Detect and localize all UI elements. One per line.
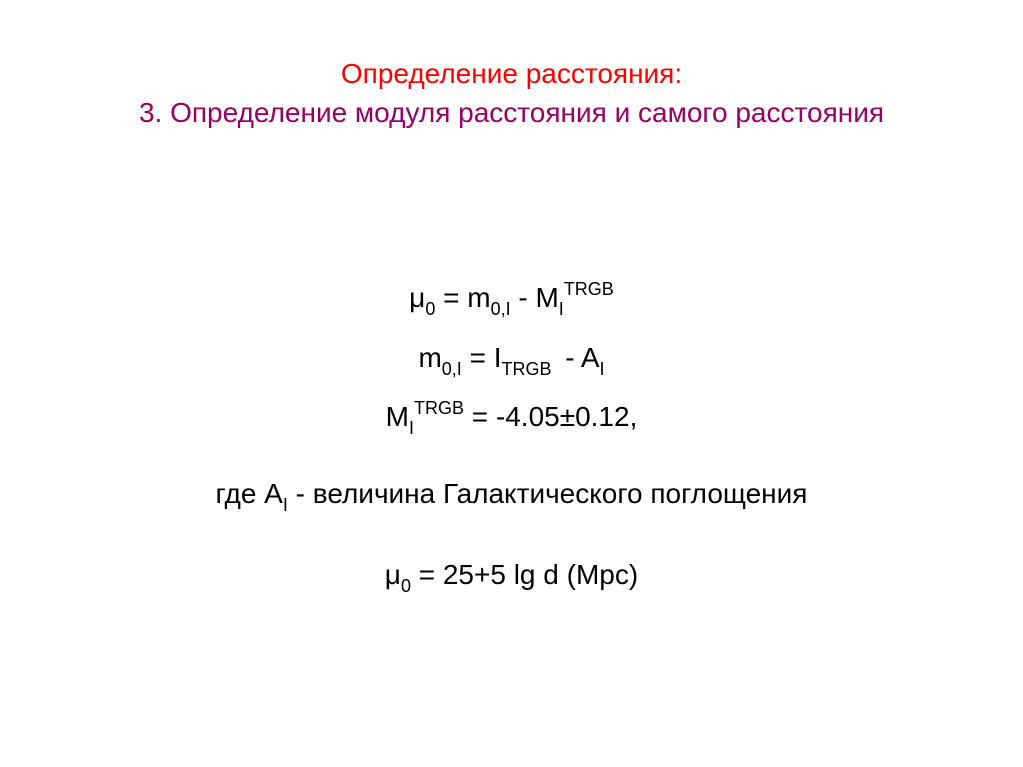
M-subscript: I bbox=[558, 299, 564, 319]
equation-value: = -4.05±0.12, bbox=[463, 401, 638, 432]
M-subscript: I bbox=[408, 418, 414, 438]
equation-text: - M bbox=[510, 282, 559, 313]
extinction-note bbox=[0, 478, 1023, 515]
equation-text: = 25+5 lg d (Mpc) bbox=[410, 559, 639, 590]
A-subscript: I bbox=[599, 359, 605, 379]
equation-text: M bbox=[385, 401, 409, 432]
mu-subscript: 0 bbox=[400, 576, 411, 596]
equation-text: - A bbox=[557, 342, 600, 373]
equation-distance-modulus bbox=[0, 279, 1023, 319]
slide-subtitle: 3. Определение модуля расстояния и самого расстояния bbox=[138, 97, 884, 128]
note-text: - величина Галактического поглощения bbox=[287, 478, 808, 509]
A-subscript: I bbox=[282, 495, 288, 515]
slide-title: Определение расстояния: bbox=[340, 58, 683, 89]
M-superscript: TRGB bbox=[563, 279, 614, 299]
equation-distance bbox=[0, 559, 1023, 596]
mu-symbol: μ bbox=[409, 282, 426, 313]
mu-symbol: μ bbox=[384, 559, 401, 590]
m-subscript: 0,I bbox=[441, 359, 462, 379]
I-subscript: TRGB bbox=[501, 359, 552, 379]
M-superscript: TRGB bbox=[413, 398, 464, 418]
equation-text: = I bbox=[461, 342, 502, 373]
mu-subscript: 0 bbox=[425, 299, 436, 319]
note-prefix: где A bbox=[215, 478, 283, 509]
equation-text: m bbox=[418, 342, 442, 373]
equation-text: = m bbox=[435, 282, 491, 313]
equation-absolute-magnitude bbox=[0, 398, 1023, 438]
m-subscript: 0,I bbox=[490, 299, 511, 319]
equation-apparent-magnitude bbox=[0, 342, 1023, 379]
